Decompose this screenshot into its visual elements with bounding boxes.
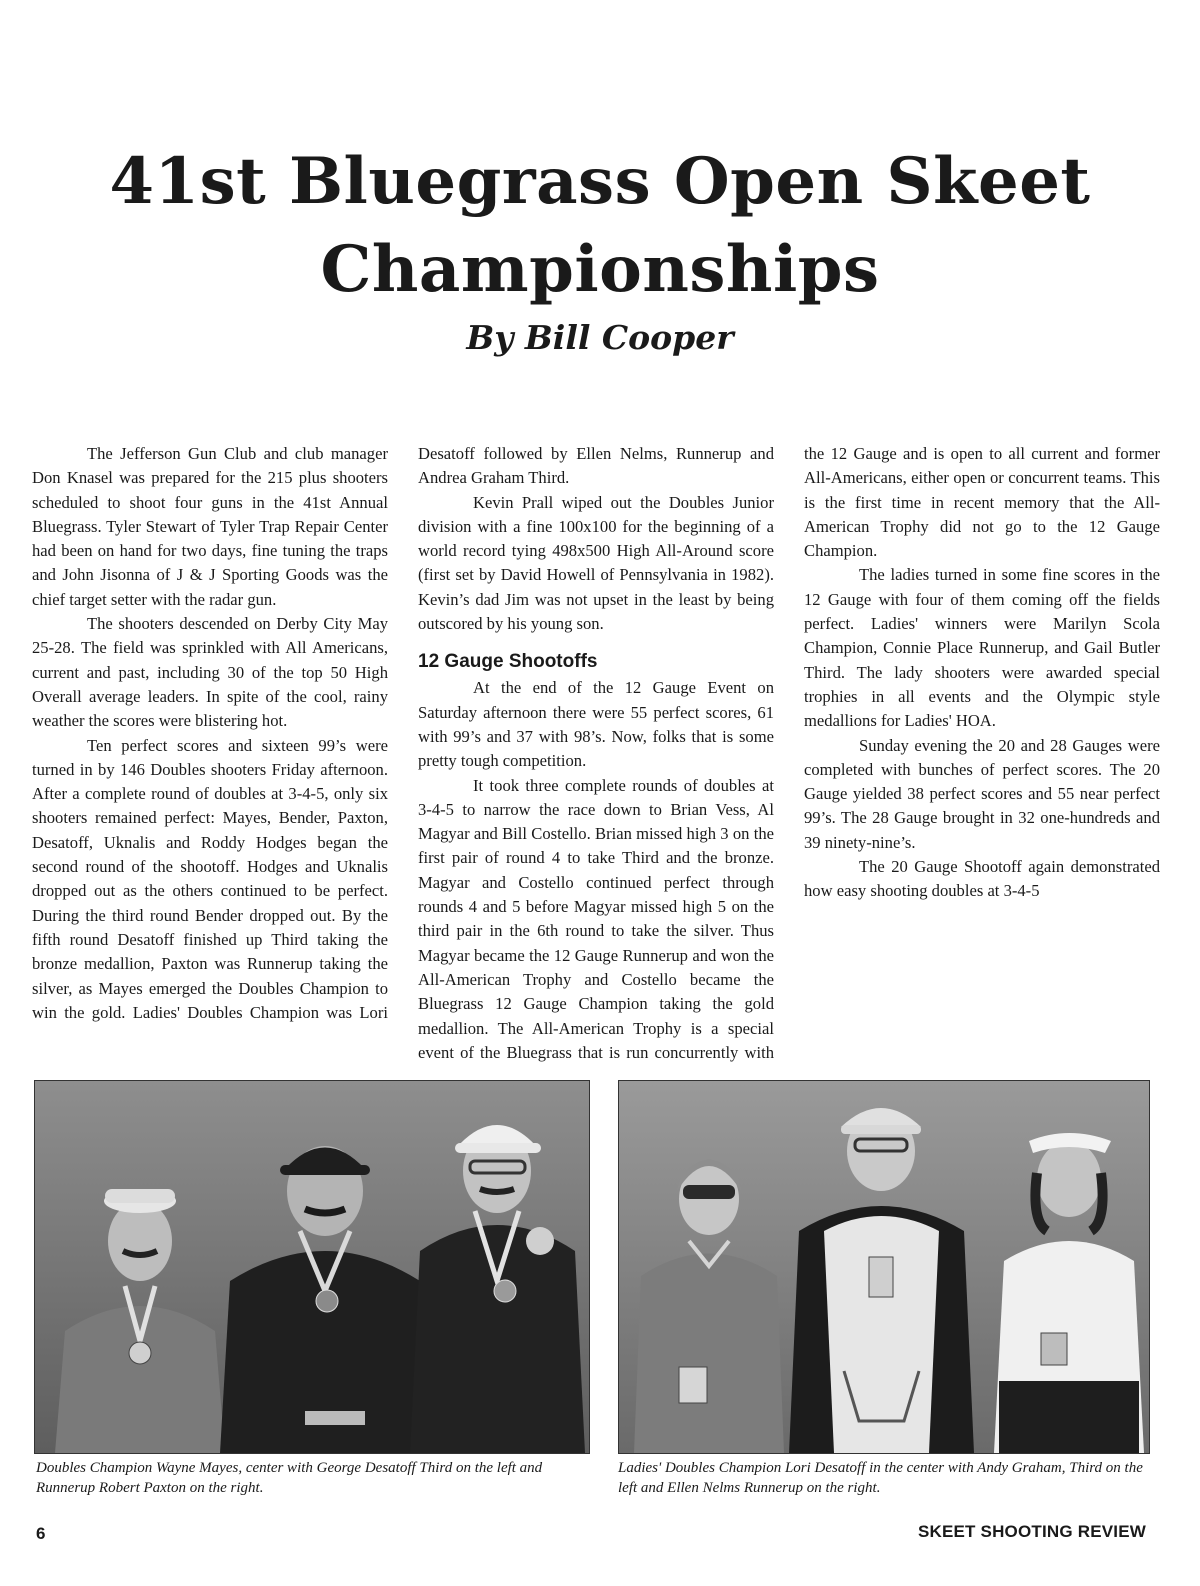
- paragraph: Ten perfect scores and sixteen 99’s were turned in by 146 Doubles shooters Friday afternoon. After a complete round of doubles at 3-4-5, only six shooters remained perfect: Mayes, Bender, Paxton, Desatoff, Uknalis and Roddy Hodges began the second round of the shootoff. Hodges and Uknalis dropped out as the others continued to be perfect. During the third round Bender dropped out. By the fifth round Desatoff finished up Third taking the bronze medallion, Paxton was Runnerup taking the silver, as Mayes emerged the Doubles Champion to win the gold. Ladies' Doubles Champion was Lori Desatoff followed by Ellen Nelms, Runnerup and Andrea Graham Third.: [32, 444, 774, 1022]
- paragraph: The ladies turned in some fine scores in the 12 Gauge with four of them coming off the fields perfect. Ladies' winners were Marilyn Scola Champion, Connie Place Runnerup, and Gail Butler Third. The lady shooters were awarded special trophies in all events and the Olympic style medallions for Ladies' HOA.: [804, 565, 1160, 731]
- photo-doubles-champions: [34, 1080, 590, 1454]
- paragraph: It took three complete rounds of doubles at 3-4-5 to narrow the race down to Brian Vess, Al Magyar and Bill Costello. Brian missed high 3 on the first pair of round 4 to take Third and the bronze. Magyar and Costello continued perfect through rounds 4 and 5 before Magyar missed high 5 on the third pair in the 6th round to take the silver. Thus Magyar became the 12 Gauge Runnerup and won the All-American Trophy and Costello became the Bluegrass 12 Gauge Champion taking the gold medallion. The All-American Trophy is a special event of the Bluegrass that is run concurrently with the 12 Gauge and is open to all current and former All-Americans, either open or concurrent teams. This is the first time in recent memory that the All-American Trophy did not go to the 12 Gauge Champion.: [418, 444, 1160, 1062]
- photo-ladies-champions: [618, 1080, 1150, 1454]
- paragraph: Sunday evening the 20 and 28 Gauges were completed with bunches of perfect scores. The 20 Gauge yielded 38 perfect scores and 55 near perfect 99’s. The 28 Gauge brought in 32 one-hundreds and 39 ninety-nine’s.: [804, 735, 1160, 852]
- paragraph: Kevin Prall wiped out the Doubles Junior division with a fine 100x100 for the beginning of a world record tying 498x500 High All-Around score (first set by David Howell of Pennsylvania in 1982). Kevin’s dad Jim was not upset in the least by being outscored by his young son.: [418, 492, 774, 634]
- photo-caption-right: Ladies' Doubles Champion Lori Desatoff in the center with Andy Graham, Third on the left and Ellen Nelms Runnerup on the right.: [618, 1460, 1143, 1496]
- article-body: [32, 442, 1160, 1067]
- article-title: 41st Bluegrass Open Skeet Championships: [109, 144, 1091, 307]
- paragraph: The shooters descended on Derby City May 25-28. The field was sprinkled with All Americans, current and past, including 30 of the top 50 High Overall average leaders. In spite of the cool, rainy weather the scores were blistering hot.: [32, 614, 388, 731]
- byline: By Bill Cooper: [466, 318, 734, 357]
- section-subhead: 12 Gauge Shootoffs: [418, 651, 598, 673]
- paragraph: At the end of the 12 Gauge Event on Saturday afternoon there were 55 perfect scores, 61 with 99’s and 37 with 98’s. Now, folks that is some pretty tough competition.: [418, 678, 774, 771]
- publication-name: SKEET SHOOTING REVIEW: [917, 1522, 1146, 1541]
- page-number: 6: [36, 1524, 46, 1543]
- photo-doubles-champions-illustration: [35, 1081, 589, 1453]
- photo-caption-left: Doubles Champion Wayne Mayes, center with George Desatoff Third on the left and Runnerup Robert Paxton on the right.: [36, 1460, 543, 1496]
- paragraph: The 20 Gauge Shootoff again demonstrated how easy shooting doubles at 3-4-5: [804, 857, 1160, 901]
- photo-ladies-champions-illustration: [619, 1081, 1149, 1453]
- paragraph: The Jefferson Gun Club and club manager Don Knasel was prepared for the 215 plus shooters scheduled to shoot four guns in the 41st Annual Bluegrass. Tyler Stewart of Tyler Trap Repair Center had been on hand for two days, fine tuning the traps and John Jisonna of J & J Sporting Goods was the chief target setter with the radar gun.: [32, 444, 388, 609]
